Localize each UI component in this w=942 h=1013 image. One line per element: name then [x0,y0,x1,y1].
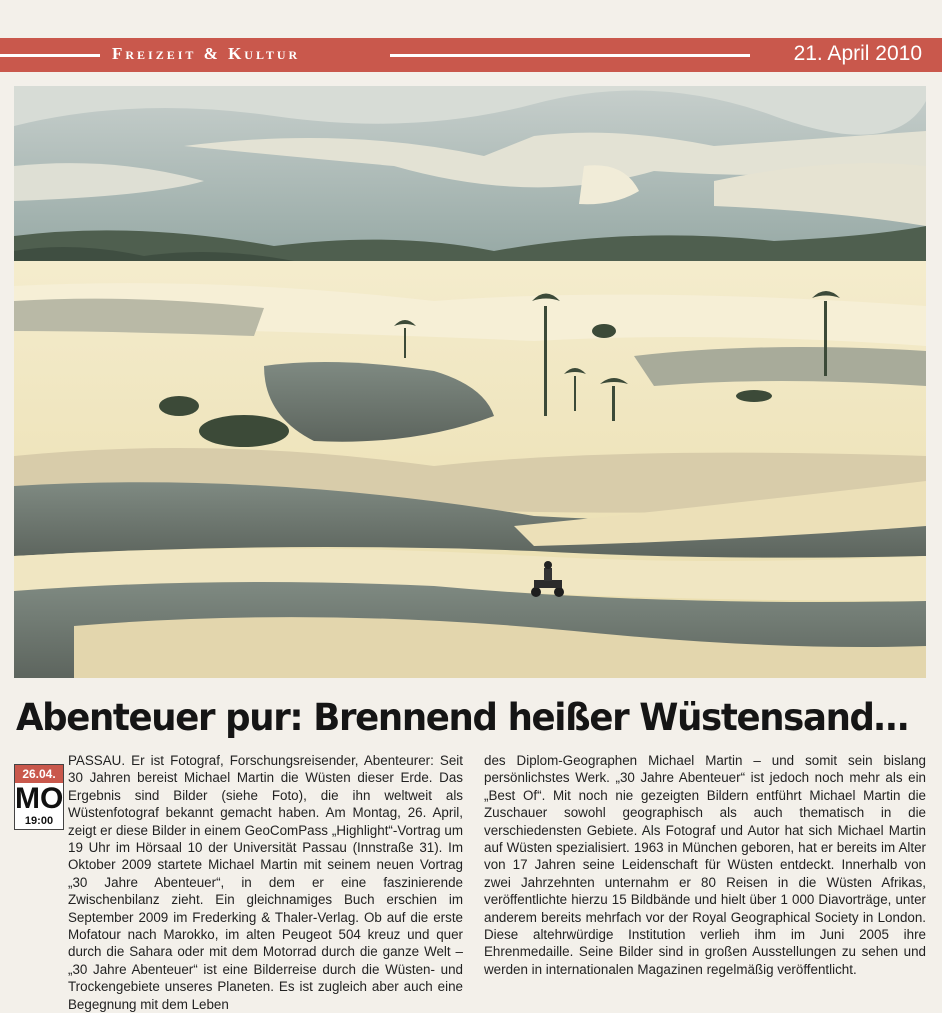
event-date-box [14,764,64,830]
header-rule-left [0,54,100,57]
section-header-band [0,38,942,72]
event-day: 26.04. [15,765,63,783]
desert-photo [14,86,926,678]
issue-date: 21. April 2010 [793,42,922,65]
event-time: 19:00 [24,815,54,827]
article-column-1: PASSAU. Er ist Fotograf, Forschungsreisender, Abenteurer: Seit 30 Jahren bereist Michael Martin die Wüsten dieser Erde. Das Ergebnis sind Bilder (siehe Foto), die ihn weltweit als Wüstenfotograf bekannt gemacht haben. Am Montag, 26. April, zeigt er diese Bilder in einem GeoComPass „Highlight“-Vortrag um 19 Uhr im Hörsaal 10 der Universität Passau (Innstraße 31). Im Oktober 2009 startete Michael Martin mit seinem neuen Vortrag „30 Jahre Abenteuer“, in dem er eine faszinierende Zwischenbilanz zieht. Ein gleichnamiges Buch erschien im September 2009 im Frederking & Thaler-Verlag. Ob auf die erste Mofatour nach Marokko, im alten Peugeot 504 kreuz und quer durch die Sahara oder mit dem Motorrad durch die ganze Welt – „30 Jahre Abenteuer“ ist eine Bilderreise durch die Wüsten- und Trockengebiete unseres Planeten. Es ist zugleich aber auch eine Begegnung mit dem Leben [68,753,463,1012]
section-title: Freizeit & Kultur [112,44,301,63]
event-weekday: MO [15,782,64,815]
header-rule-right [390,54,750,57]
article-column-2: des Diplom-Geographen Michael Martin – und somit sein bislang persönlichstes Werk. „30 Jahre Abenteuer“ ist jedoch noch mehr als ein „Best Of“. Mit noch nie gezeigten Bildern entführt Michael Martin die Zuschauer sowohl geographisch als auch thematisch in die verschiedensten Gebiete. Als Fotograf und Autor hat sich Michael Martin auf Wüsten spezialisiert. 1963 in München geboren, hat er bereits im Alter von 17 Jahren seine Leidenschaft für Wüsten entdeckt. Innerhalb von zwei Jahrzehnten unternahm er 80 Reisen in die Wüsten Afrikas, veröffentlichte hierzu 15 Bildbände und hielt über 1 000 Diavorträge, unter anderem bereits mehrfach vor der Royal Geographical Society in London. Diese altehrwürdige Institution verlieh ihm im Juni 2005 ihre Ehrenmedaille. Seine Bilder sind in großen Ausstellungen zu sehen und werden in internationalen Magazinen regelmäßig veröffentlicht. [484,753,926,977]
article-headline: Abenteuer pur: Brennend heißer Wüstensand… [16,696,908,739]
